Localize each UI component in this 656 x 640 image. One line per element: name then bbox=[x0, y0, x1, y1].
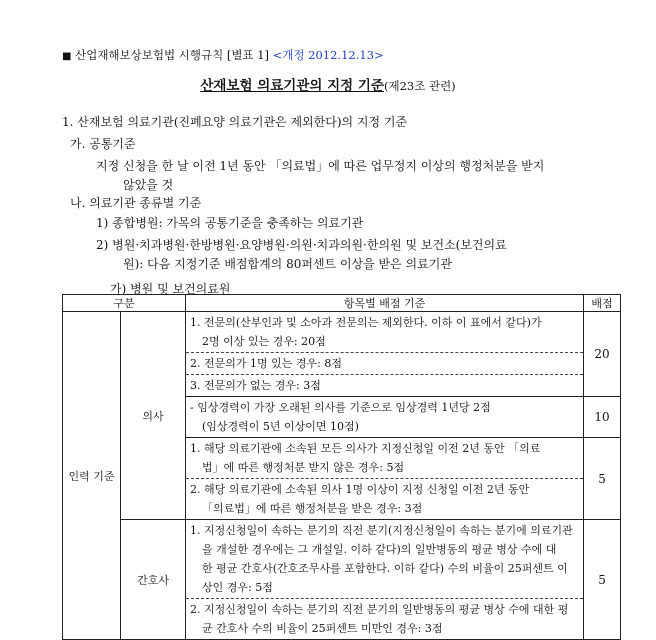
title-sub: (제23조 관련) bbox=[383, 79, 456, 93]
experience-criteria bbox=[186, 397, 584, 438]
specialist-item-1-line2: 2명 이상 있는 경우: 20점 bbox=[202, 335, 326, 348]
nurse-item-1 bbox=[186, 520, 583, 598]
experience-score: 10 bbox=[584, 397, 621, 438]
criteria-table bbox=[62, 294, 621, 640]
nurse-criteria bbox=[186, 520, 584, 640]
admin-item-2-line1: 2. 해당 의료기관에 소속된 의사 1명 이상이 지정 신청일 이전 2년 동안 bbox=[190, 483, 530, 496]
experience-item bbox=[186, 397, 583, 437]
header-score: 배점 bbox=[584, 295, 621, 312]
admin-item-1-line1: 1. 해당 의료기관에 소속된 모든 의사가 지정신청일 이전 2년 동안 「의료 bbox=[190, 442, 541, 455]
section-1b-item2-line1: 2) 병원·치과병원·한방병원·요양병원·의원·치과의원·한의원 및 보건소(보건의료 bbox=[96, 238, 507, 252]
section-1a-text-line1: 지정 신청을 한 날 이전 1년 동안 「의료법」에 따른 업무정지 이상의 행정처분을 받지 bbox=[96, 159, 545, 173]
revision-link[interactable]: <개정 2012.12.13> bbox=[272, 48, 384, 62]
specialist-score: 20 bbox=[584, 312, 621, 397]
admin-criteria bbox=[186, 438, 584, 520]
section-1b-subitem-ga: 가) 병원 및 보건의료원 bbox=[110, 282, 231, 296]
admin-item-2-line2: 「의료법」에 따른 행정처분을 받은 경우: 3점 bbox=[202, 502, 423, 515]
nurse-item-1-line4: 상인 경우: 5점 bbox=[202, 581, 273, 594]
specialist-criteria bbox=[186, 312, 584, 397]
section-1b-item2-line2: 원): 다음 지정기준 배점합계의 80퍼센트 이상을 받은 의료기관 bbox=[123, 257, 452, 271]
nurse-item-1-line3: 한 평균 간호사(간호조무사를 포함한다. 이하 같다) 수의 비율이 25퍼센트 이 bbox=[202, 562, 568, 575]
admin-score: 5 bbox=[584, 438, 621, 520]
specialist-item-2: 2. 전문의가 1명 있는 경우: 8점 bbox=[186, 352, 583, 374]
header-criteria: 항목별 배점 기준 bbox=[186, 295, 584, 312]
experience-line2: (임상경력이 5년 이상이면 10점) bbox=[202, 420, 359, 433]
admin-item-1 bbox=[186, 438, 583, 478]
admin-item-2 bbox=[186, 478, 583, 519]
nurse-item-2 bbox=[186, 598, 583, 639]
specialist-item-1 bbox=[186, 312, 583, 352]
admin-item-1-line2: 법」에 따른 행정처분 받지 않은 경우: 5점 bbox=[202, 461, 405, 474]
section-1b-heading: 나. 의료기관 종류별 기준 bbox=[70, 196, 202, 210]
experience-line1: - 임상경력이 가장 오래된 의사를 기준으로 임상경력 1년당 2점 bbox=[190, 401, 491, 414]
specialist-item-1-line1: 1. 전문의(산부인과 및 소아과 전문의는 제외한다. 이하 이 표에서 같다)가 bbox=[190, 316, 542, 329]
table-header-row bbox=[63, 295, 621, 312]
nurse-item-2-line2: 균 간호사 수의 비율이 25퍼센트 미만인 경우: 3점 bbox=[202, 622, 443, 635]
table-row bbox=[63, 520, 621, 640]
title-main: 산재보험 의료기관의 지정 기준 bbox=[200, 78, 384, 94]
nurse-item-2-line1: 2. 지정신청일이 속하는 분기의 직전 분기의 일반병동의 평균 병상 수에 대한 평 bbox=[190, 603, 569, 616]
header-category: 구분 bbox=[63, 295, 186, 312]
section-1a-heading: 가. 공통기준 bbox=[70, 137, 136, 151]
square-bullet-icon: ■ bbox=[62, 51, 72, 62]
header-text: 산업재해보상보험법 시행규칙 [별표 1] bbox=[75, 48, 269, 62]
row-label-doctor: 의사 bbox=[121, 312, 186, 520]
section-1a-text-line2: 않았을 것 bbox=[123, 178, 174, 192]
row-label-nurse: 간호사 bbox=[121, 520, 186, 640]
nurse-item-1-line2: 을 개설한 경우에는 그 개설일. 이하 같다)의 일반병동의 평균 병상 수에 대 bbox=[202, 543, 557, 556]
doc-header bbox=[62, 47, 384, 63]
section-1b-item1: 1) 종합병원: 가목의 공통기준을 충족하는 의료기관 bbox=[96, 216, 364, 230]
page-title bbox=[0, 74, 656, 94]
nurse-score: 5 bbox=[584, 520, 621, 640]
nurse-item-1-line1: 1. 지정신청일이 속하는 분기의 직전 분기(지정신청일이 속하는 분기에 의료기관 bbox=[190, 524, 573, 537]
specialist-item-3: 3. 전문의가 없는 경우: 3점 bbox=[186, 374, 583, 396]
table-row bbox=[63, 312, 621, 397]
section-1-heading: 1. 산재보험 의료기관(진폐요양 의료기관은 제외한다)의 지정 기준 bbox=[62, 115, 408, 129]
group-personnel: 인력 기준 bbox=[63, 312, 121, 640]
